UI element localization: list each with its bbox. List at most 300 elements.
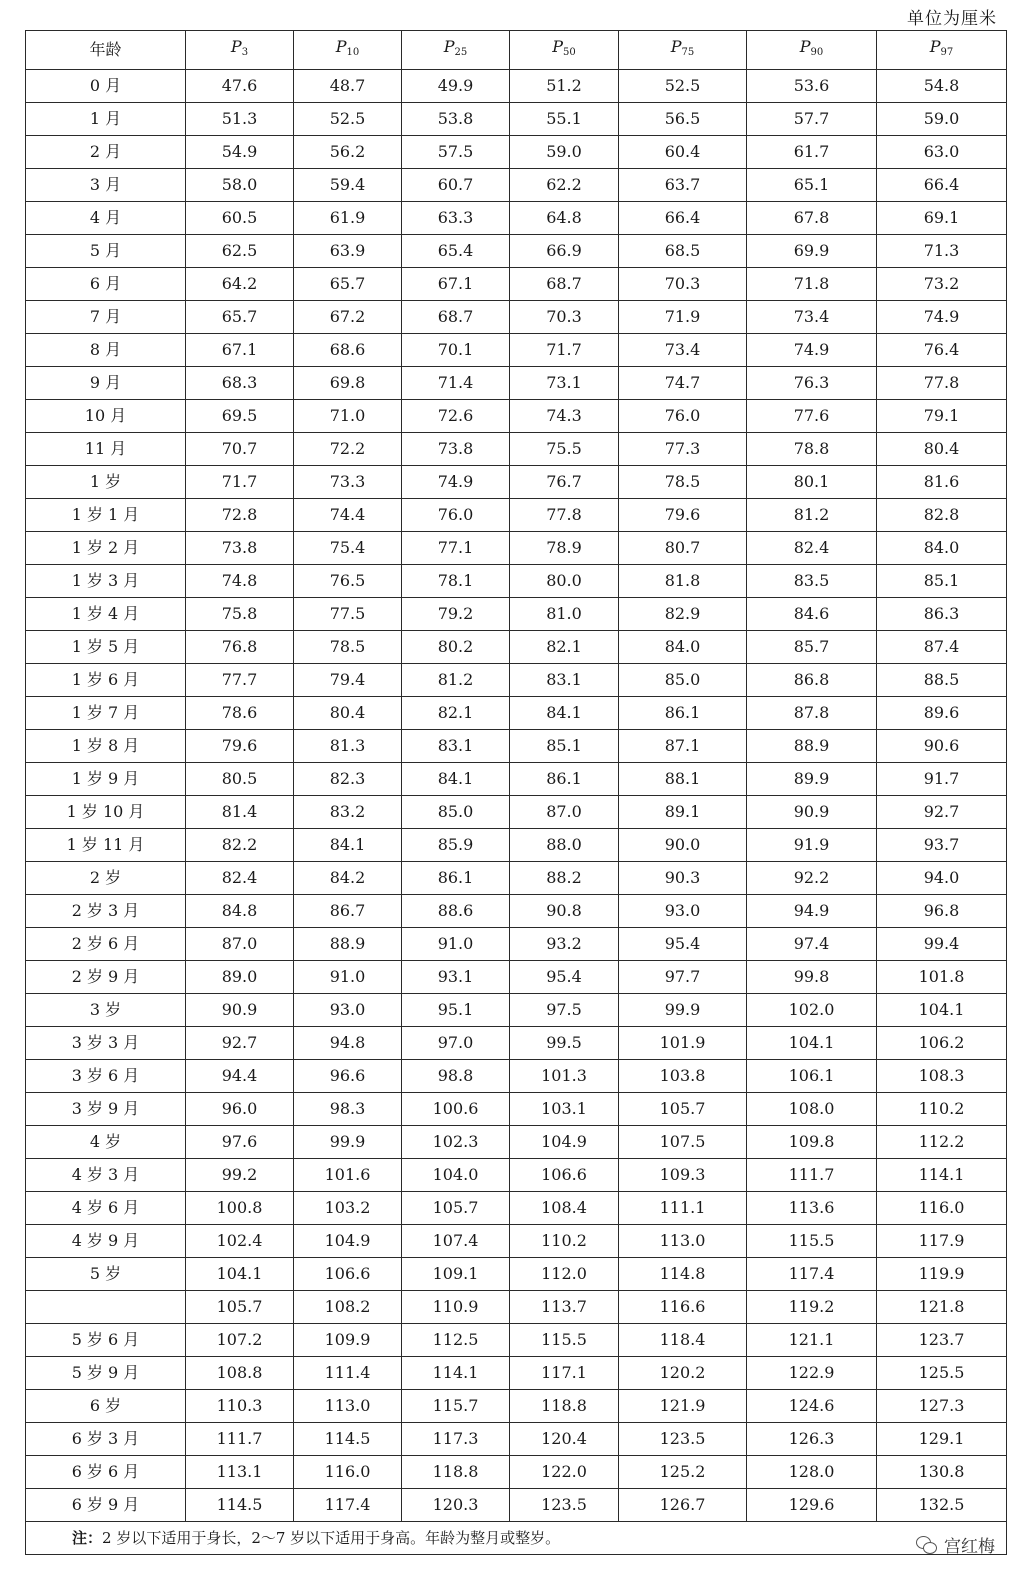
value-cell: 99.4 — [877, 928, 1007, 961]
value-cell: 62.2 — [510, 169, 619, 202]
note-row — [26, 1522, 1007, 1555]
age-cell: 6 月 — [26, 268, 186, 301]
value-cell: 82.8 — [877, 499, 1007, 532]
age-cell: 1 岁 5 月 — [26, 631, 186, 664]
age-cell: 4 岁 3 月 — [26, 1159, 186, 1192]
value-cell: 69.5 — [186, 400, 294, 433]
value-cell: 78.9 — [510, 532, 619, 565]
value-cell: 117.1 — [510, 1357, 619, 1390]
value-cell: 81.3 — [294, 730, 402, 763]
value-cell: 91.0 — [294, 961, 402, 994]
value-cell: 80.5 — [186, 763, 294, 796]
value-cell: 97.6 — [186, 1126, 294, 1159]
value-cell: 80.2 — [402, 631, 510, 664]
value-cell: 104.1 — [877, 994, 1007, 1027]
value-cell: 76.8 — [186, 631, 294, 664]
value-cell: 73.4 — [619, 334, 747, 367]
value-cell: 70.3 — [510, 301, 619, 334]
value-cell: 63.3 — [402, 202, 510, 235]
value-cell: 69.8 — [294, 367, 402, 400]
value-cell: 109.9 — [294, 1324, 402, 1357]
value-cell: 55.1 — [510, 103, 619, 136]
value-cell: 85.1 — [877, 565, 1007, 598]
value-cell: 71.7 — [186, 466, 294, 499]
value-cell: 82.3 — [294, 763, 402, 796]
value-cell: 91.0 — [402, 928, 510, 961]
age-cell: 5 岁 9 月 — [26, 1357, 186, 1390]
age-cell: 11 月 — [26, 433, 186, 466]
age-cell: 2 岁 9 月 — [26, 961, 186, 994]
value-cell: 111.4 — [294, 1357, 402, 1390]
value-cell: 81.2 — [747, 499, 877, 532]
value-cell: 97.5 — [510, 994, 619, 1027]
value-cell: 116.0 — [294, 1456, 402, 1489]
value-cell: 71.7 — [510, 334, 619, 367]
value-cell: 80.4 — [294, 697, 402, 730]
value-cell: 85.9 — [402, 829, 510, 862]
value-cell: 59.0 — [877, 103, 1007, 136]
value-cell: 56.2 — [294, 136, 402, 169]
value-cell: 109.3 — [619, 1159, 747, 1192]
value-cell: 113.0 — [294, 1390, 402, 1423]
table-row — [26, 664, 1007, 697]
age-cell: 3 月 — [26, 169, 186, 202]
age-cell — [26, 1291, 186, 1324]
table-row — [26, 961, 1007, 994]
value-cell: 97.0 — [402, 1027, 510, 1060]
age-cell: 1 月 — [26, 103, 186, 136]
value-cell: 67.1 — [402, 268, 510, 301]
value-cell: 101.6 — [294, 1159, 402, 1192]
value-cell: 62.5 — [186, 235, 294, 268]
value-cell: 103.2 — [294, 1192, 402, 1225]
age-cell: 2 岁 — [26, 862, 186, 895]
value-cell: 92.7 — [186, 1027, 294, 1060]
unit-label: 单位为厘米 — [907, 9, 997, 29]
value-cell: 84.1 — [402, 763, 510, 796]
value-cell: 77.8 — [877, 367, 1007, 400]
value-cell: 99.5 — [510, 1027, 619, 1060]
value-cell: 88.5 — [877, 664, 1007, 697]
table-row — [26, 994, 1007, 1027]
value-cell: 114.1 — [402, 1357, 510, 1390]
table-row — [26, 136, 1007, 169]
value-cell: 78.5 — [294, 631, 402, 664]
value-cell: 120.2 — [619, 1357, 747, 1390]
table-row — [26, 1291, 1007, 1324]
value-cell: 99.8 — [747, 961, 877, 994]
value-cell: 93.7 — [877, 829, 1007, 862]
value-cell: 86.1 — [402, 862, 510, 895]
age-cell: 3 岁 6 月 — [26, 1060, 186, 1093]
table-row — [26, 169, 1007, 202]
value-cell: 80.4 — [877, 433, 1007, 466]
value-cell: 117.4 — [747, 1258, 877, 1291]
value-cell: 82.4 — [186, 862, 294, 895]
value-cell: 118.4 — [619, 1324, 747, 1357]
value-cell: 72.6 — [402, 400, 510, 433]
value-cell: 104.9 — [294, 1225, 402, 1258]
value-cell: 85.1 — [510, 730, 619, 763]
age-cell: 5 岁 6 月 — [26, 1324, 186, 1357]
value-cell: 70.1 — [402, 334, 510, 367]
value-cell: 76.7 — [510, 466, 619, 499]
value-cell: 64.8 — [510, 202, 619, 235]
value-cell: 107.2 — [186, 1324, 294, 1357]
value-cell: 110.9 — [402, 1291, 510, 1324]
value-cell: 88.9 — [747, 730, 877, 763]
value-cell: 84.0 — [619, 631, 747, 664]
value-cell: 95.4 — [619, 928, 747, 961]
table-row — [26, 466, 1007, 499]
age-cell: 6 岁 3 月 — [26, 1423, 186, 1456]
value-cell: 77.1 — [402, 532, 510, 565]
watermark-text: 宫红梅 — [944, 1537, 995, 1557]
value-cell: 95.4 — [510, 961, 619, 994]
age-cell: 10 月 — [26, 400, 186, 433]
value-cell: 129.1 — [877, 1423, 1007, 1456]
value-cell: 65.7 — [186, 301, 294, 334]
table-row — [26, 103, 1007, 136]
age-cell: 1 岁 10 月 — [26, 796, 186, 829]
age-cell: 3 岁 9 月 — [26, 1093, 186, 1126]
percentile-header: $P_{75}$ — [619, 31, 747, 70]
value-cell: 104.0 — [402, 1159, 510, 1192]
value-cell: 74.8 — [186, 565, 294, 598]
value-cell: 69.9 — [747, 235, 877, 268]
value-cell: 88.1 — [619, 763, 747, 796]
value-cell: 115.5 — [510, 1324, 619, 1357]
value-cell: 66.4 — [619, 202, 747, 235]
footnote: 注：2 岁以下适用于身长，2〜7 岁以下适用于身高。年龄为整月或整岁。 — [26, 1522, 1007, 1555]
value-cell: 119.2 — [747, 1291, 877, 1324]
value-cell: 87.1 — [619, 730, 747, 763]
value-cell: 61.9 — [294, 202, 402, 235]
age-cell: 4 岁 9 月 — [26, 1225, 186, 1258]
table-row — [26, 565, 1007, 598]
value-cell: 81.4 — [186, 796, 294, 829]
value-cell: 99.2 — [186, 1159, 294, 1192]
age-cell: 1 岁 2 月 — [26, 532, 186, 565]
value-cell: 90.9 — [186, 994, 294, 1027]
value-cell: 110.2 — [510, 1225, 619, 1258]
value-cell: 94.4 — [186, 1060, 294, 1093]
value-cell: 105.7 — [619, 1093, 747, 1126]
value-cell: 96.0 — [186, 1093, 294, 1126]
value-cell: 65.4 — [402, 235, 510, 268]
age-cell: 4 岁 — [26, 1126, 186, 1159]
value-cell: 97.4 — [747, 928, 877, 961]
value-cell: 83.2 — [294, 796, 402, 829]
value-cell: 132.5 — [877, 1489, 1007, 1522]
value-cell: 109.8 — [747, 1126, 877, 1159]
value-cell: 58.0 — [186, 169, 294, 202]
value-cell: 60.4 — [619, 136, 747, 169]
value-cell: 53.6 — [747, 70, 877, 103]
table-row — [26, 1258, 1007, 1291]
value-cell: 77.5 — [294, 598, 402, 631]
age-cell: 9 月 — [26, 367, 186, 400]
value-cell: 92.7 — [877, 796, 1007, 829]
value-cell: 66.9 — [510, 235, 619, 268]
value-cell: 87.0 — [186, 928, 294, 961]
value-cell: 117.9 — [877, 1225, 1007, 1258]
value-cell: 81.2 — [402, 664, 510, 697]
value-cell: 80.0 — [510, 565, 619, 598]
value-cell: 102.4 — [186, 1225, 294, 1258]
value-cell: 94.0 — [877, 862, 1007, 895]
value-cell: 109.1 — [402, 1258, 510, 1291]
value-cell: 124.6 — [747, 1390, 877, 1423]
table-row — [26, 1390, 1007, 1423]
value-cell: 90.8 — [510, 895, 619, 928]
value-cell: 111.7 — [747, 1159, 877, 1192]
value-cell: 65.1 — [747, 169, 877, 202]
table-row — [26, 367, 1007, 400]
table-row — [26, 70, 1007, 103]
age-cell: 1 岁 9 月 — [26, 763, 186, 796]
value-cell: 49.9 — [402, 70, 510, 103]
value-cell: 73.3 — [294, 466, 402, 499]
age-cell: 5 岁 — [26, 1258, 186, 1291]
value-cell: 84.2 — [294, 862, 402, 895]
value-cell: 106.2 — [877, 1027, 1007, 1060]
table-row — [26, 334, 1007, 367]
value-cell: 80.1 — [747, 466, 877, 499]
value-cell: 114.5 — [294, 1423, 402, 1456]
value-cell: 125.5 — [877, 1357, 1007, 1390]
value-cell: 72.2 — [294, 433, 402, 466]
table-row — [26, 697, 1007, 730]
age-cell: 5 月 — [26, 235, 186, 268]
value-cell: 80.7 — [619, 532, 747, 565]
value-cell: 63.0 — [877, 136, 1007, 169]
value-cell: 73.1 — [510, 367, 619, 400]
value-cell: 85.7 — [747, 631, 877, 664]
value-cell: 123.5 — [619, 1423, 747, 1456]
value-cell: 116.0 — [877, 1192, 1007, 1225]
value-cell: 105.7 — [402, 1192, 510, 1225]
age-cell: 1 岁 6 月 — [26, 664, 186, 697]
percentile-header: $P_{10}$ — [294, 31, 402, 70]
value-cell: 99.9 — [294, 1126, 402, 1159]
percentile-header: $P_{90}$ — [747, 31, 877, 70]
value-cell: 88.9 — [294, 928, 402, 961]
value-cell: 78.8 — [747, 433, 877, 466]
value-cell: 67.1 — [186, 334, 294, 367]
value-cell: 52.5 — [294, 103, 402, 136]
table-row — [26, 433, 1007, 466]
value-cell: 127.3 — [877, 1390, 1007, 1423]
table-row — [26, 730, 1007, 763]
wechat-icon — [916, 1536, 938, 1554]
value-cell: 93.0 — [619, 895, 747, 928]
table-row — [26, 829, 1007, 862]
value-cell: 73.8 — [186, 532, 294, 565]
value-cell: 75.8 — [186, 598, 294, 631]
table-row — [26, 1060, 1007, 1093]
table-row — [26, 1027, 1007, 1060]
value-cell: 107.4 — [402, 1225, 510, 1258]
value-cell: 78.6 — [186, 697, 294, 730]
table-row — [26, 1192, 1007, 1225]
value-cell: 86.1 — [619, 697, 747, 730]
value-cell: 123.7 — [877, 1324, 1007, 1357]
value-cell: 69.1 — [877, 202, 1007, 235]
value-cell: 87.0 — [510, 796, 619, 829]
value-cell: 96.6 — [294, 1060, 402, 1093]
age-cell: 6 岁 9 月 — [26, 1489, 186, 1522]
value-cell: 81.8 — [619, 565, 747, 598]
value-cell: 60.7 — [402, 169, 510, 202]
age-cell: 1 岁 1 月 — [26, 499, 186, 532]
table-row — [26, 1456, 1007, 1489]
value-cell: 65.7 — [294, 268, 402, 301]
value-cell: 73.8 — [402, 433, 510, 466]
height-percentile-table — [25, 30, 1007, 1555]
table-row — [26, 268, 1007, 301]
value-cell: 116.6 — [619, 1291, 747, 1324]
percentile-header: $P_3$ — [186, 31, 294, 70]
table-row — [26, 532, 1007, 565]
value-cell: 101.3 — [510, 1060, 619, 1093]
table-row — [26, 235, 1007, 268]
value-cell: 113.1 — [186, 1456, 294, 1489]
value-cell: 115.5 — [747, 1225, 877, 1258]
value-cell: 90.6 — [877, 730, 1007, 763]
value-cell: 88.2 — [510, 862, 619, 895]
age-cell: 2 岁 6 月 — [26, 928, 186, 961]
value-cell: 118.8 — [510, 1390, 619, 1423]
value-cell: 83.5 — [747, 565, 877, 598]
value-cell: 61.7 — [747, 136, 877, 169]
value-cell: 119.9 — [877, 1258, 1007, 1291]
value-cell: 113.7 — [510, 1291, 619, 1324]
value-cell: 129.6 — [747, 1489, 877, 1522]
value-cell: 54.9 — [186, 136, 294, 169]
value-cell: 71.8 — [747, 268, 877, 301]
age-cell: 1 岁 — [26, 466, 186, 499]
value-cell: 77.6 — [747, 400, 877, 433]
value-cell: 84.1 — [294, 829, 402, 862]
value-cell: 86.3 — [877, 598, 1007, 631]
value-cell: 114.1 — [877, 1159, 1007, 1192]
value-cell: 76.4 — [877, 334, 1007, 367]
value-cell: 67.2 — [294, 301, 402, 334]
value-cell: 68.3 — [186, 367, 294, 400]
value-cell: 87.8 — [747, 697, 877, 730]
value-cell: 123.5 — [510, 1489, 619, 1522]
value-cell: 79.6 — [186, 730, 294, 763]
percentile-header: $P_{50}$ — [510, 31, 619, 70]
value-cell: 79.2 — [402, 598, 510, 631]
value-cell: 76.5 — [294, 565, 402, 598]
table-row — [26, 796, 1007, 829]
table-row — [26, 202, 1007, 235]
value-cell: 71.4 — [402, 367, 510, 400]
value-cell: 93.2 — [510, 928, 619, 961]
age-cell: 8 月 — [26, 334, 186, 367]
value-cell: 128.0 — [747, 1456, 877, 1489]
value-cell: 90.0 — [619, 829, 747, 862]
value-cell: 59.0 — [510, 136, 619, 169]
value-cell: 106.1 — [747, 1060, 877, 1093]
value-cell: 101.8 — [877, 961, 1007, 994]
value-cell: 81.0 — [510, 598, 619, 631]
value-cell: 111.7 — [186, 1423, 294, 1456]
age-cell: 4 月 — [26, 202, 186, 235]
age-cell: 6 岁 — [26, 1390, 186, 1423]
value-cell: 71.0 — [294, 400, 402, 433]
value-cell: 91.7 — [877, 763, 1007, 796]
value-cell: 120.3 — [402, 1489, 510, 1522]
value-cell: 112.2 — [877, 1126, 1007, 1159]
value-cell: 114.8 — [619, 1258, 747, 1291]
value-cell: 57.5 — [402, 136, 510, 169]
age-cell: 7 月 — [26, 301, 186, 334]
value-cell: 95.1 — [402, 994, 510, 1027]
value-cell: 76.0 — [402, 499, 510, 532]
table-row — [26, 301, 1007, 334]
value-cell: 110.2 — [877, 1093, 1007, 1126]
value-cell: 79.6 — [619, 499, 747, 532]
value-cell: 126.3 — [747, 1423, 877, 1456]
value-cell: 82.2 — [186, 829, 294, 862]
value-cell: 103.8 — [619, 1060, 747, 1093]
value-cell: 81.6 — [877, 466, 1007, 499]
value-cell: 108.3 — [877, 1060, 1007, 1093]
value-cell: 125.2 — [619, 1456, 747, 1489]
value-cell: 70.7 — [186, 433, 294, 466]
value-cell: 68.7 — [402, 301, 510, 334]
table-row — [26, 1357, 1007, 1390]
age-cell: 3 岁 — [26, 994, 186, 1027]
value-cell: 86.8 — [747, 664, 877, 697]
value-cell: 91.9 — [747, 829, 877, 862]
percentile-header: $P_{97}$ — [877, 31, 1007, 70]
value-cell: 113.6 — [747, 1192, 877, 1225]
value-cell: 86.1 — [510, 763, 619, 796]
table-row — [26, 763, 1007, 796]
age-cell: 6 岁 6 月 — [26, 1456, 186, 1489]
age-cell: 1 岁 11 月 — [26, 829, 186, 862]
age-cell: 1 岁 3 月 — [26, 565, 186, 598]
value-cell: 82.1 — [510, 631, 619, 664]
value-cell: 67.8 — [747, 202, 877, 235]
table-row — [26, 1489, 1007, 1522]
value-cell: 89.1 — [619, 796, 747, 829]
value-cell: 74.9 — [747, 334, 877, 367]
value-cell: 85.0 — [402, 796, 510, 829]
value-cell: 112.0 — [510, 1258, 619, 1291]
value-cell: 63.7 — [619, 169, 747, 202]
value-cell: 93.1 — [402, 961, 510, 994]
value-cell: 70.3 — [619, 268, 747, 301]
value-cell: 126.7 — [619, 1489, 747, 1522]
age-cell: 1 岁 8 月 — [26, 730, 186, 763]
value-cell: 89.0 — [186, 961, 294, 994]
age-header: 年龄 — [26, 31, 186, 70]
value-cell: 74.7 — [619, 367, 747, 400]
value-cell: 101.9 — [619, 1027, 747, 1060]
value-cell: 130.8 — [877, 1456, 1007, 1489]
value-cell: 122.9 — [747, 1357, 877, 1390]
value-cell: 79.1 — [877, 400, 1007, 433]
value-cell: 76.3 — [747, 367, 877, 400]
table-row — [26, 928, 1007, 961]
age-cell: 1 岁 7 月 — [26, 697, 186, 730]
table-row — [26, 631, 1007, 664]
